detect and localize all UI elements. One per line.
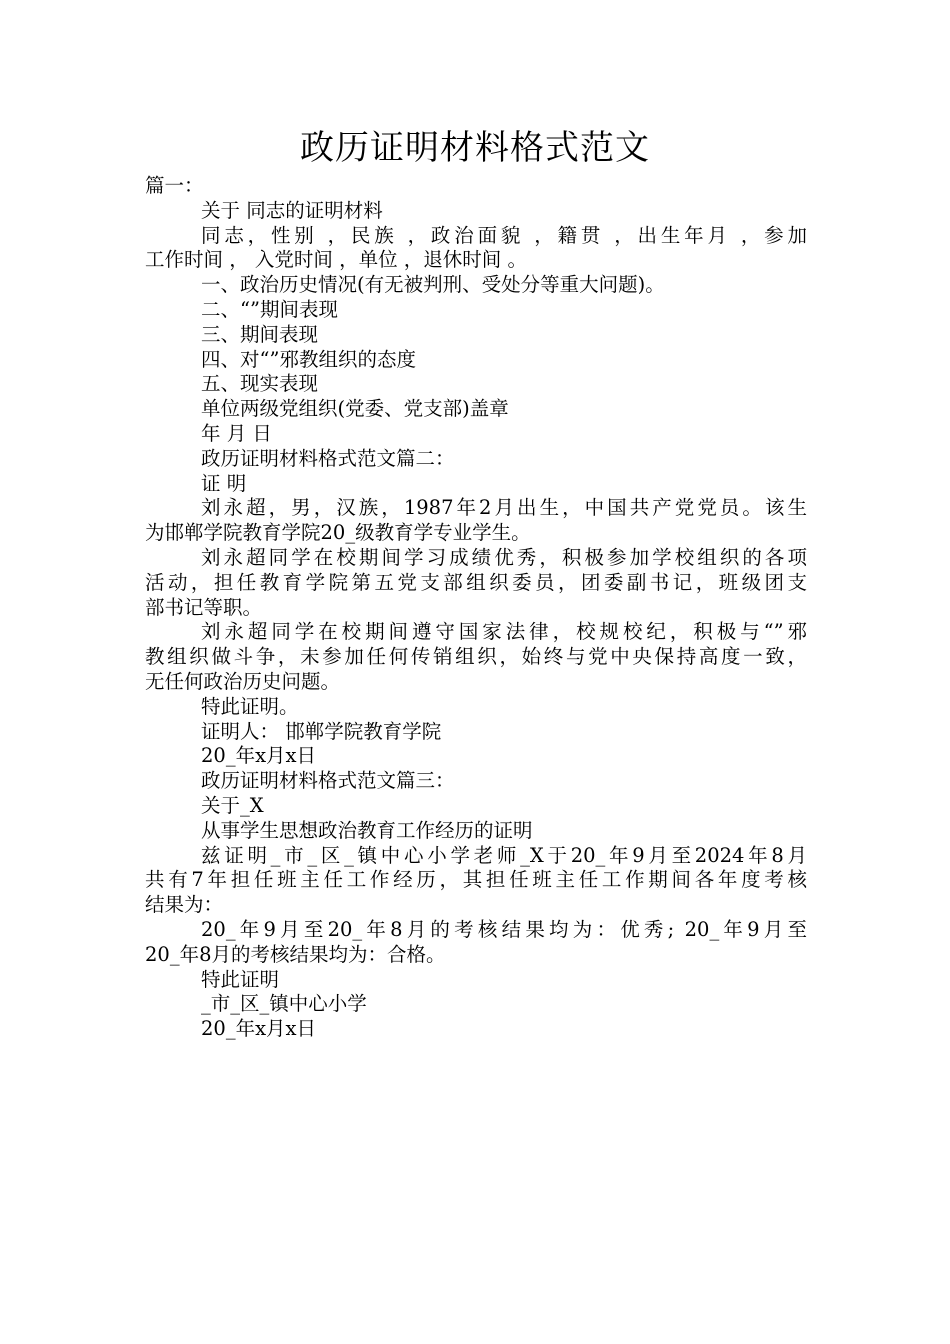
date: 20_年x月x日 [201, 744, 317, 768]
paragraph-work-history [145, 844, 807, 918]
paragraph-liu-performance [145, 546, 807, 620]
paragraph-line: 刘永超，男，汉族，1987年2月出生，中国共产党党员。该生 [201, 496, 807, 520]
date: 20_年x月x日 [201, 1017, 317, 1041]
paragraph-liu-intro [145, 496, 807, 546]
section-label: 篇一： [145, 174, 204, 197]
paragraph-about: 关于 同志的证明材料 [201, 198, 383, 222]
paragraph-line: 工作时间 ， 入党时间 ，单位 ，退休时间 。 [145, 248, 527, 272]
about-x: 关于_X [201, 793, 264, 817]
paragraph-line: 无任何政治历史问题。 [145, 669, 341, 693]
paragraph-assessment-results [145, 918, 807, 968]
section-heading: 政历证明材料格式范文篇二： [201, 446, 455, 470]
list-item: 二、“”期间表现 [201, 297, 338, 321]
paragraph-line: 同志，性别 ，民族 ，政治面貌 ，籍贯 ，出生年月 ，参加 [201, 223, 807, 247]
section-heading: 政历证明材料格式范文篇三： [201, 769, 455, 793]
paragraph-line: 共有7年担任班主任工作经历，其担任班主任工作期间各年度考核 [145, 868, 807, 892]
paragraph-line: 结果为： [145, 893, 224, 917]
list-item: 四、对“”邪教组织的态度 [201, 347, 416, 371]
paragraph-line: 兹证明_市_区_镇中心小学老师_X于20_年9月至2024年8月 [201, 843, 807, 867]
certificate-heading: 证 明 [201, 471, 247, 495]
paragraph-line: 20_年8月的考核结果均为：合格。 [145, 942, 446, 966]
special-certification: 特此证明 [201, 967, 280, 991]
paragraph-line: 部书记等职。 [145, 595, 263, 619]
list-item: 一、政治历史情况(有无被判刑、受处分等重大问题)。 [201, 273, 665, 297]
paragraph-line: 刘永超同学在校期间学习成绩优秀，积极参加学校组织的各项 [201, 545, 807, 569]
school-name: _市_区_镇中心小学 [201, 992, 367, 1016]
paragraph-line: 刘永超同学在校期间遵守国家法律，校规校纪，积极与“”邪 [201, 620, 807, 644]
special-certification: 特此证明。 [201, 694, 299, 718]
work-certificate-title: 从事学生思想政治教育工作经历的证明 [201, 818, 533, 842]
paragraph-liu-conduct [145, 620, 807, 694]
document-body [145, 174, 807, 1042]
date-blank: 年 月 日 [201, 421, 272, 445]
list-item: 三、期间表现 [201, 322, 319, 346]
document-title: 政历证明材料格式范文 [300, 128, 650, 168]
paragraph-line: 20_年9月至20_年8月的考核结果均为：优秀; 20_年9月至 [201, 917, 807, 941]
stamp-note: 单位两级党组织(党委、党支部)盖章 [201, 397, 509, 421]
paragraph-line: 活动，担任教育学院第五党支部组织委员，团委副书记，班级团支 [145, 570, 807, 594]
paragraph-line: 为邯郸学院教育学院20_级教育学专业学生。 [145, 521, 531, 545]
paragraph-personal-info [145, 224, 807, 274]
certifier: 证明人： 邯郸学院教育学院 [201, 719, 442, 743]
list-item: 五、现实表现 [201, 372, 319, 396]
paragraph-line: 教组织做斗争，未参加任何传销组织，始终与党中央保持高度一致， [145, 645, 807, 669]
